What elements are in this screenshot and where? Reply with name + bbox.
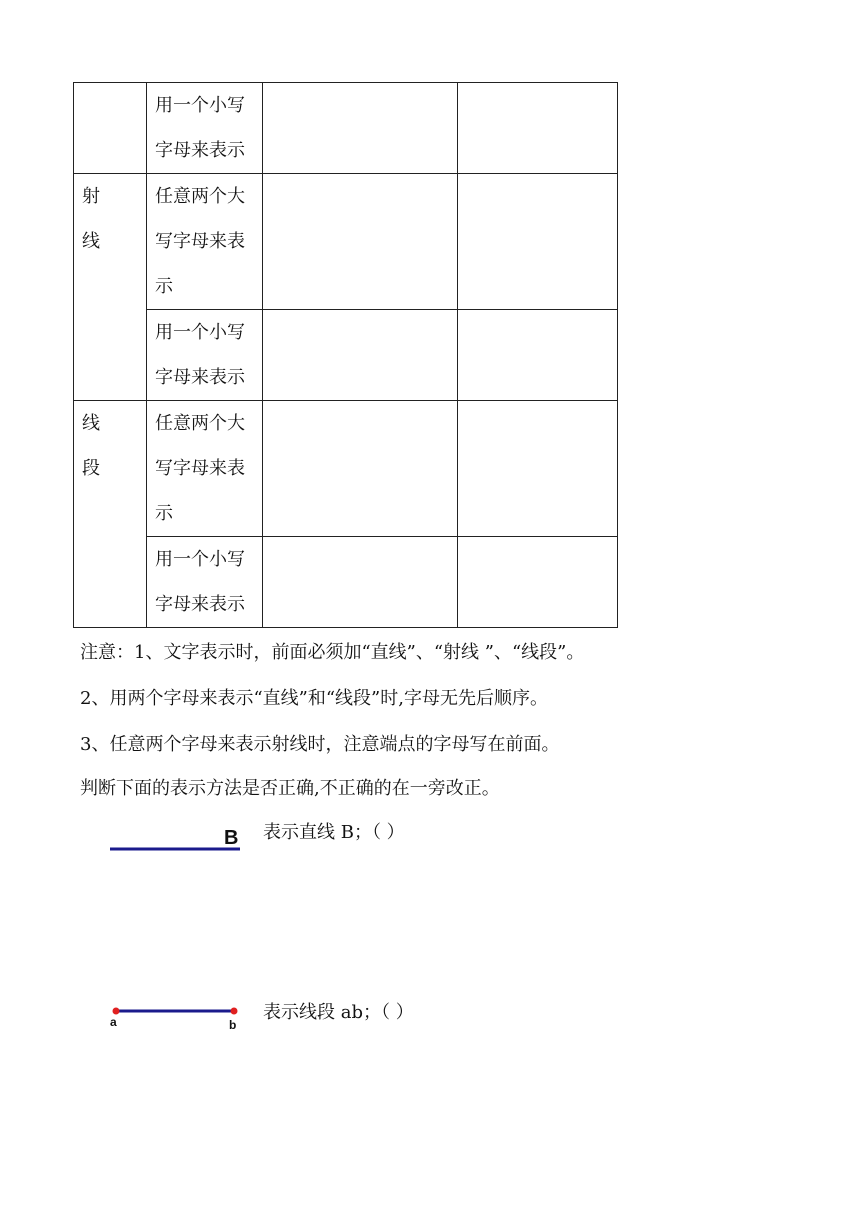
table-row bbox=[74, 401, 618, 537]
segment-ab-figure bbox=[108, 1000, 248, 1032]
point-label-b: B bbox=[224, 827, 239, 849]
table-cell-answer bbox=[458, 174, 618, 310]
table-cell-figure-segment: 线 段 bbox=[74, 401, 147, 628]
table-cell-figure-ray: 射 线 bbox=[74, 174, 147, 401]
endpoint-a-dot bbox=[113, 1008, 120, 1015]
exercise-1-caption: 表示直线 B；（ ） bbox=[263, 822, 405, 843]
line-b-diagram bbox=[108, 822, 248, 856]
table-cell-answer bbox=[458, 83, 618, 174]
table-cell-method: 用一个小写 字母来表示 bbox=[147, 310, 263, 401]
table-cell-figure bbox=[74, 83, 147, 174]
line-notation-table bbox=[73, 82, 618, 628]
exercise-2-caption: 表示线段 ab；（ ） bbox=[263, 1002, 414, 1023]
segment-ab-diagram bbox=[108, 1000, 248, 1032]
note-3: 3、任意两个字母来表示射线时，注意端点的字母写在前面。 bbox=[80, 734, 560, 755]
table-cell-method: 用一个小写 字母来表示 bbox=[147, 83, 263, 174]
instruction-text: 判断下面的表示方法是否正确,不正确的在一旁改正。 bbox=[80, 778, 500, 799]
table-cell-answer bbox=[263, 537, 458, 628]
table-row bbox=[74, 310, 618, 401]
point-label-a: a bbox=[110, 1015, 117, 1029]
endpoint-b-dot bbox=[231, 1008, 238, 1015]
table-cell-answer bbox=[458, 537, 618, 628]
table-row bbox=[74, 174, 618, 310]
table-cell-method: 任意两个大 写字母来表 示 bbox=[147, 401, 263, 537]
table-cell-method: 用一个小写 字母来表示 bbox=[147, 537, 263, 628]
table-row bbox=[74, 537, 618, 628]
table-cell-answer bbox=[263, 174, 458, 310]
table-cell-answer bbox=[458, 401, 618, 537]
line-b-figure bbox=[108, 822, 248, 856]
note-2: 2、用两个字母来表示“直线”和“线段”时,字母无先后顺序。 bbox=[80, 688, 548, 709]
point-label-b-lower: b bbox=[229, 1018, 237, 1032]
table-cell-answer bbox=[458, 310, 618, 401]
note-1: 注意：1、文字表示时，前面必须加“直线”、“射线 ”、“线段”。 bbox=[80, 642, 585, 663]
table-cell-answer bbox=[263, 83, 458, 174]
table-row bbox=[74, 83, 618, 174]
table-cell-answer bbox=[263, 310, 458, 401]
table-cell-method: 任意两个大 写字母来表 示 bbox=[147, 174, 263, 310]
table-cell-answer bbox=[263, 401, 458, 537]
